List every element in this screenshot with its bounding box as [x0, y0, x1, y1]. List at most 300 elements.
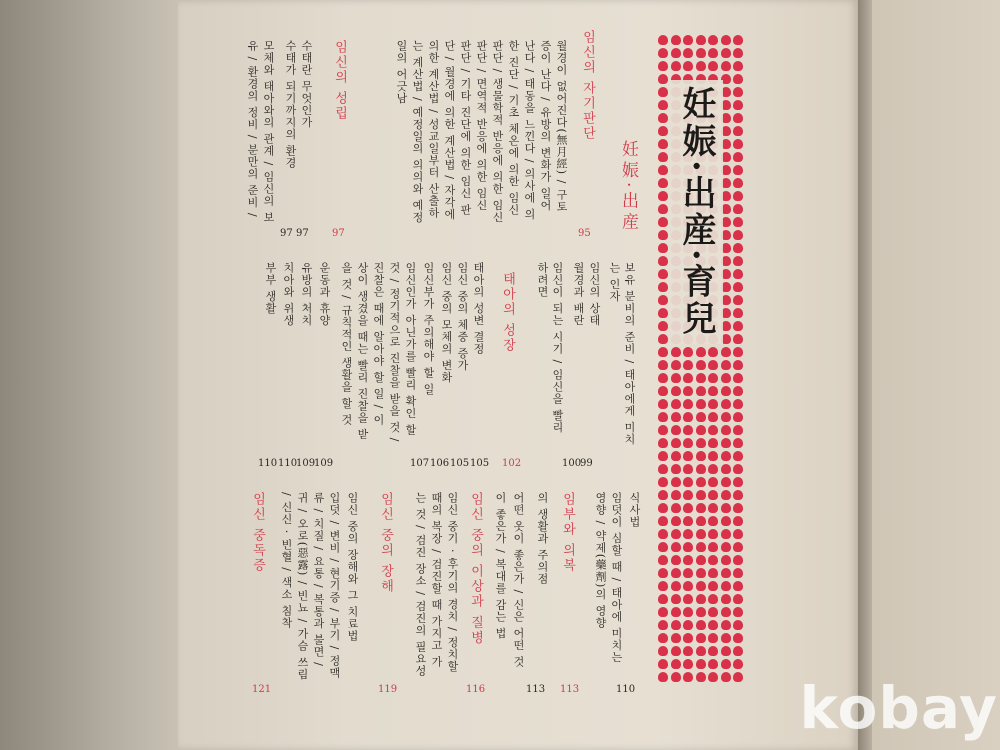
section-heading: 임신 중독증 [250, 492, 265, 574]
band-dot [708, 581, 718, 591]
band-dot [708, 542, 718, 552]
band-dot [658, 360, 668, 370]
section-heading: 임신 중의 장해 [378, 492, 393, 595]
band-dot [683, 438, 693, 448]
band-dot [683, 477, 693, 487]
band-dot [658, 334, 668, 344]
band-dot [671, 35, 681, 45]
band-dot [696, 477, 706, 487]
band-dot [733, 386, 743, 396]
band-dot [733, 191, 743, 201]
band-dot [696, 399, 706, 409]
band-dot [696, 646, 706, 656]
section-page-number: 97 [332, 228, 345, 239]
band-dot [658, 74, 668, 84]
page-number: 99 [580, 458, 593, 469]
toc-line: 증이 난다 / 유방의 변화가 일어 [539, 40, 552, 212]
band-dot [733, 48, 743, 58]
band-dot [721, 373, 731, 383]
band-dot [658, 477, 668, 487]
band-dot [696, 35, 706, 45]
band-dot [733, 269, 743, 279]
toc-line: 운동과 휴양 [318, 262, 331, 327]
page-number: 100 [562, 458, 582, 469]
band-dot [733, 594, 743, 604]
band-dot [683, 529, 693, 539]
band-dot [671, 620, 681, 630]
toc-line: 임신 중기 · 후기의 경치 / 정치할 [446, 492, 459, 673]
band-dot [671, 672, 681, 682]
band-dot [696, 386, 706, 396]
band-dot [721, 477, 731, 487]
toc-line: 임신의 상태 [588, 262, 601, 327]
section-heading: 임신 중의 이상과 질병 [468, 492, 483, 646]
band-dot [658, 230, 668, 240]
toc-line: 판단 / 생물학적 반응에 의한 임신 [491, 40, 504, 224]
band-dot [658, 672, 668, 682]
band-dot [733, 295, 743, 305]
band-dot [696, 373, 706, 383]
band-dot [683, 425, 693, 435]
band-dot [733, 399, 743, 409]
band-dot [721, 568, 731, 578]
band-dot [658, 451, 668, 461]
band-dot [708, 555, 718, 565]
band-dot [721, 61, 731, 71]
band-dot [683, 581, 693, 591]
band-dot [733, 490, 743, 500]
band-dot [683, 490, 693, 500]
band-dot [658, 191, 668, 201]
band-dot [721, 646, 731, 656]
page-number: 105 [470, 458, 490, 469]
band-dot [696, 672, 706, 682]
band-dot [671, 412, 681, 422]
toc-line: 태아의 성변 결정 [472, 262, 485, 355]
band-dot [696, 620, 706, 630]
band-dot [671, 425, 681, 435]
band-dot [721, 425, 731, 435]
band-dot [671, 594, 681, 604]
band-dot [658, 87, 668, 97]
band-dot [733, 282, 743, 292]
band-dot [658, 646, 668, 656]
band-dot [733, 477, 743, 487]
band-dot [658, 126, 668, 136]
band-dot [733, 87, 743, 97]
band-dot [733, 204, 743, 214]
page-number: 97 [280, 228, 293, 239]
page-number: 97 [296, 228, 309, 239]
toc-line: 월경이 없어진다(無月經) / 구토 [555, 40, 568, 213]
band-dot [733, 581, 743, 591]
band-dot [683, 399, 693, 409]
band-dot [658, 412, 668, 422]
band-dot [721, 555, 731, 565]
toc-line: 일의 어긋남 [395, 40, 408, 105]
band-dot [733, 347, 743, 357]
band-dot [671, 477, 681, 487]
band-dot [708, 477, 718, 487]
band-dot [658, 399, 668, 409]
band-dot [696, 490, 706, 500]
toc-line: 을 것 / 규칙적인 생활을 할 것 [340, 262, 353, 426]
right-page-edge [872, 0, 1000, 750]
band-dot [658, 581, 668, 591]
band-dot [708, 360, 718, 370]
section-page-number: 95 [578, 228, 591, 239]
band-dot [658, 282, 668, 292]
band-dot [733, 113, 743, 123]
band-dot [683, 607, 693, 617]
toc-line: 것 / 정기적으로 진찰을 받을 것 / [388, 262, 401, 443]
toc-line: 치아와 위생 [282, 262, 295, 327]
band-dot [671, 347, 681, 357]
band-dot [658, 438, 668, 448]
band-dot [708, 503, 718, 513]
section-heading: 임신의 자기판단 [580, 30, 595, 142]
band-dot [683, 646, 693, 656]
band-dot [708, 438, 718, 448]
band-dot [721, 412, 731, 422]
band-dot [733, 425, 743, 435]
band-dot [733, 178, 743, 188]
section-page-number: 116 [466, 684, 486, 695]
band-dot [671, 464, 681, 474]
band-dot [671, 373, 681, 383]
band-dot [721, 581, 731, 591]
band-dot [683, 594, 693, 604]
band-dot [708, 48, 718, 58]
band-dot [733, 659, 743, 669]
band-dot [733, 126, 743, 136]
band-dot [658, 529, 668, 539]
band-dot [683, 542, 693, 552]
band-dot [733, 243, 743, 253]
chapter-title: 妊娠·出産·育兒 [670, 80, 723, 344]
toc-line: 판단 / 면역적 반응에 의한 임신 [475, 40, 488, 212]
band-dot [683, 35, 693, 45]
toc-line: 영향 / 약제(藥劑)의 영향 [594, 492, 607, 629]
toc-line: / 신신 · 빈혈 / 색소 침착 [280, 492, 293, 629]
band-dot [733, 334, 743, 344]
band-dot [733, 100, 743, 110]
band-dot [708, 35, 718, 45]
band-dot [658, 620, 668, 630]
page-number: 106 [430, 458, 450, 469]
band-dot [733, 516, 743, 526]
band-dot [708, 633, 718, 643]
section-page-number: 113 [560, 684, 580, 695]
toc-line: 임신 중의 체중 증가 [456, 262, 469, 372]
band-dot [721, 672, 731, 682]
toc-line: 월경과 배란 [572, 262, 585, 327]
band-dot [733, 438, 743, 448]
section-page-number: 102 [502, 458, 522, 469]
band-dot [671, 438, 681, 448]
toc-line: 단 / 월경에 의한 계산법 / 자각에 [443, 40, 456, 221]
band-dot [721, 451, 731, 461]
band-dot [696, 607, 706, 617]
band-dot [658, 152, 668, 162]
band-dot [683, 48, 693, 58]
band-dot [658, 139, 668, 149]
toc-line: 보유 분비의 준비 / 태아에게 미치 [623, 262, 636, 446]
band-dot [658, 568, 668, 578]
band-dot [671, 451, 681, 461]
band-dot [733, 464, 743, 474]
toc-line: 유 / 환경의 정비 / 분만의 준비 / [246, 40, 259, 218]
band-dot [658, 464, 668, 474]
band-dot [658, 321, 668, 331]
toc-line: 하려면 [536, 262, 549, 298]
band-dot [721, 503, 731, 513]
band-dot [683, 347, 693, 357]
band-dot [721, 542, 731, 552]
band-dot [708, 516, 718, 526]
band-dot [658, 308, 668, 318]
band-dot [696, 464, 706, 474]
toc-line: 의한 계산법 / 성교일부터 산출하 [427, 40, 440, 219]
page-number: 107 [410, 458, 430, 469]
toc-line: 식사법 [628, 492, 641, 528]
band-dot [721, 360, 731, 370]
band-dot [721, 386, 731, 396]
band-dot [733, 256, 743, 266]
band-dot [696, 529, 706, 539]
band-dot [733, 451, 743, 461]
band-dot [683, 386, 693, 396]
band-dot [721, 516, 731, 526]
band-dot [671, 360, 681, 370]
band-dot [683, 360, 693, 370]
band-dot [733, 412, 743, 422]
band-dot [671, 659, 681, 669]
band-dot [708, 347, 718, 357]
book-gutter [858, 0, 872, 750]
toc-line: 입덧 / 변비 / 현기증 / 부기 / 정맥 [328, 492, 341, 679]
page-number: 110 [616, 684, 636, 695]
band-dot [658, 295, 668, 305]
band-dot [696, 542, 706, 552]
toc-line: 임신인가 아닌가를 빨리 확인 할 [404, 262, 417, 436]
band-dot [733, 321, 743, 331]
band-dot [708, 373, 718, 383]
band-dot [708, 386, 718, 396]
band-dot [708, 607, 718, 617]
band-dot [721, 659, 731, 669]
band-dot [708, 61, 718, 71]
toc-line: 진찰은 때에 알아야 할 일 / 이 [372, 262, 385, 426]
band-dot [683, 620, 693, 630]
band-dot [708, 646, 718, 656]
band-dot [733, 360, 743, 370]
band-dot [733, 74, 743, 84]
band-dot [658, 555, 668, 565]
toc-line: 부부 생활 [264, 262, 277, 315]
band-dot [733, 308, 743, 318]
band-dot [733, 152, 743, 162]
band-dot [696, 61, 706, 71]
band-dot [721, 633, 731, 643]
band-dot [696, 594, 706, 604]
band-dot [721, 464, 731, 474]
band-dot [708, 568, 718, 578]
left-background [0, 0, 180, 750]
band-dot [658, 113, 668, 123]
page-number: 109 [296, 458, 316, 469]
toc-line: 상이 생겼을 때는 빨리 진찰을 받 [356, 262, 369, 441]
band-dot [683, 659, 693, 669]
page-number: 110 [258, 458, 278, 469]
band-dot [708, 464, 718, 474]
band-dot [733, 646, 743, 656]
band-dot [708, 399, 718, 409]
band-dot [721, 48, 731, 58]
toc-line: 임신이 되는 시기 / 임신을 빨리 [551, 262, 564, 434]
band-dot [696, 633, 706, 643]
toc-line: 임신 중의 모체의 변화 [440, 262, 453, 384]
band-dot [721, 607, 731, 617]
page-number: 109 [314, 458, 334, 469]
section-heading: 임신의 성립 [332, 40, 347, 122]
band-dot [708, 672, 718, 682]
band-dot [721, 490, 731, 500]
band-dot [658, 386, 668, 396]
page-number: 105 [450, 458, 470, 469]
band-dot [658, 256, 668, 266]
band-dot [658, 178, 668, 188]
band-dot [671, 568, 681, 578]
band-dot [733, 230, 743, 240]
section-heading: 임부와 의복 [560, 492, 575, 574]
toc-line: 판단 / 기타 진단에 의한 임신 판 [459, 40, 472, 216]
watermark-logo: kobay [799, 674, 998, 742]
band-dot [733, 61, 743, 71]
band-dot [733, 139, 743, 149]
band-dot [658, 217, 668, 227]
band-dot [733, 542, 743, 552]
band-dot [721, 529, 731, 539]
band-dot [658, 607, 668, 617]
band-dot [696, 555, 706, 565]
band-dot [658, 165, 668, 175]
band-dot [708, 490, 718, 500]
band-dot [658, 48, 668, 58]
toc-line: 모체와 태아와의 관계 / 임신의 보 [262, 40, 275, 224]
band-dot [658, 269, 668, 279]
toc-line: 수태가 되기까지의 환경 [284, 40, 297, 169]
band-dot [708, 529, 718, 539]
band-dot [721, 347, 731, 357]
band-dot [671, 607, 681, 617]
page-number: 110 [278, 458, 298, 469]
band-dot [721, 620, 731, 630]
band-dot [696, 581, 706, 591]
band-dot [696, 568, 706, 578]
band-dot [683, 373, 693, 383]
band-dot [671, 646, 681, 656]
band-dot [658, 633, 668, 643]
toc-line: 유방의 처치 [300, 262, 313, 327]
band-dot [696, 48, 706, 58]
band-dot [733, 529, 743, 539]
band-dot [683, 633, 693, 643]
band-dot [708, 594, 718, 604]
band-dot [671, 503, 681, 513]
band-dot [708, 659, 718, 669]
section-heading: 태아의 성장 [500, 272, 515, 354]
band-dot [696, 438, 706, 448]
band-dot [733, 672, 743, 682]
band-dot [733, 620, 743, 630]
band-dot [658, 659, 668, 669]
band-dot [733, 35, 743, 45]
band-dot [683, 451, 693, 461]
band-dot [658, 594, 668, 604]
band-dot [721, 399, 731, 409]
band-dot [683, 672, 693, 682]
band-dot [658, 61, 668, 71]
band-dot [671, 386, 681, 396]
toc-line: 귀 / 오로(惡露) / 빈뇨 / 가슴 쓰림 [296, 492, 309, 681]
band-dot [696, 451, 706, 461]
band-dot [658, 503, 668, 513]
page-number: 113 [526, 684, 546, 695]
band-dot [733, 555, 743, 565]
toc-line: 임덧이 심할 때 / 태아에 미치는 [610, 492, 623, 664]
toc-line: 임신부가 주의해야 할 일 [422, 262, 435, 396]
band-dot [721, 438, 731, 448]
band-dot [696, 503, 706, 513]
band-dot [658, 373, 668, 383]
toc-line: 수태란 무엇인가 [300, 40, 313, 129]
band-dot [683, 61, 693, 71]
toc-line: 는 계산법 / 예정일의 의의와 예정 [411, 40, 424, 224]
band-dot [658, 204, 668, 214]
band-dot [696, 412, 706, 422]
band-dot [733, 503, 743, 513]
toc-line: 임신 중의 장해와 그 치료법 [346, 492, 359, 642]
band-dot [671, 555, 681, 565]
toc-line: 는 것 / 검진 장소 / 검진의 필요성 [414, 492, 427, 677]
band-dot [671, 581, 681, 591]
band-dot [658, 347, 668, 357]
band-dot [683, 464, 693, 474]
band-dot [708, 425, 718, 435]
band-dot [658, 425, 668, 435]
band-dot [708, 412, 718, 422]
band-dot [671, 529, 681, 539]
toc-line: 어떤 옷이 좋은가 / 신은 어떤 것 [512, 492, 525, 668]
band-dot [658, 243, 668, 253]
toc-line: 는 인자 [608, 262, 621, 303]
band-dot [696, 360, 706, 370]
band-dot [658, 542, 668, 552]
band-dot [658, 35, 668, 45]
band-dot [658, 516, 668, 526]
band-dot [696, 659, 706, 669]
band-dot [671, 48, 681, 58]
band-dot [683, 568, 693, 578]
band-dot [683, 412, 693, 422]
band-dot [733, 217, 743, 227]
chapter-subtitle: 妊娠·出産 [618, 140, 638, 234]
band-dot [696, 425, 706, 435]
section-page-number: 119 [378, 684, 398, 695]
band-dot [671, 516, 681, 526]
band-dot [671, 61, 681, 71]
